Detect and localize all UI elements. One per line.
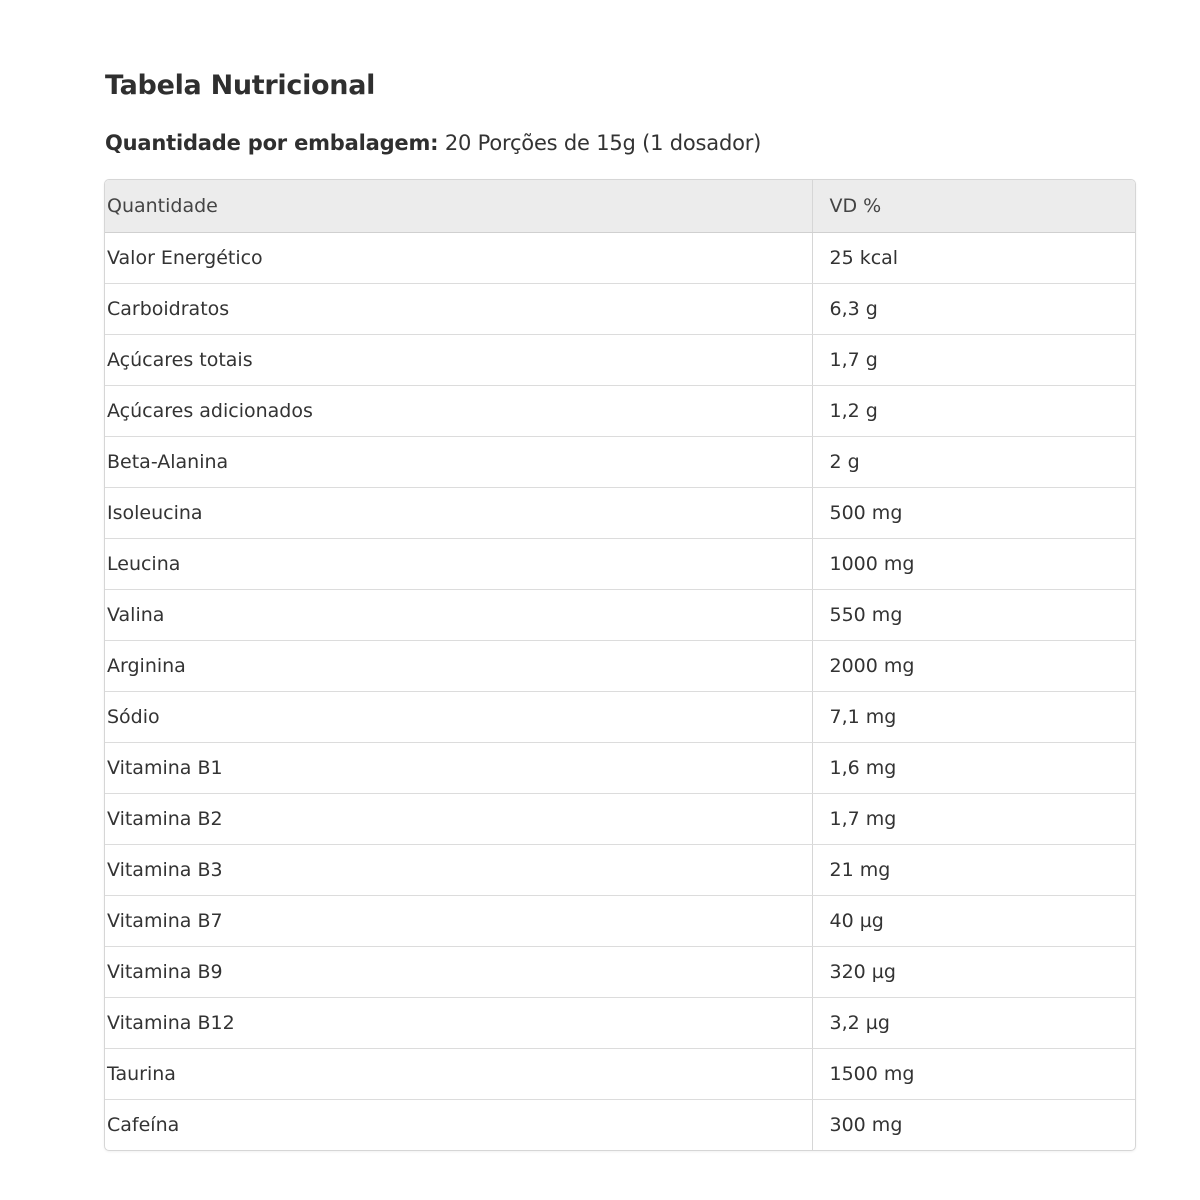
serving-label: Quantidade por embalagem:	[105, 131, 439, 155]
nutrient-name: Arginina	[105, 641, 812, 692]
nutrient-value: 40 µg	[812, 896, 1135, 947]
table-row	[105, 488, 1135, 539]
nutrient-value: 550 mg	[812, 590, 1135, 641]
nutrient-name: Valina	[105, 590, 812, 641]
nutrient-name: Vitamina B7	[105, 896, 812, 947]
table-row	[105, 386, 1135, 437]
nutrient-value: 1,2 g	[812, 386, 1135, 437]
nutrient-value: 1,6 mg	[812, 743, 1135, 794]
table-row	[105, 539, 1135, 590]
serving-info	[105, 131, 761, 155]
nutrient-value: 300 mg	[829, 1114, 903, 1136]
nutrient-name: Vitamina B3	[105, 845, 812, 896]
nutrient-name: Leucina	[105, 539, 812, 590]
nutrition-table-container	[104, 179, 1136, 1151]
table-row	[105, 947, 1135, 998]
table-row	[105, 641, 1135, 692]
nutrient-value: 1,7 g	[812, 335, 1135, 386]
nutrient-name: Carboidratos	[105, 284, 812, 335]
nutrient-name: Vitamina B2	[105, 794, 812, 845]
nutrient-value: 7,1 mg	[812, 692, 1135, 743]
table-row	[105, 437, 1135, 488]
serving-value: 20 Porções de 15g (1 dosador)	[444, 131, 762, 155]
table-body	[105, 233, 1135, 1151]
header-vd: VD %	[812, 180, 1135, 233]
table-row	[105, 1100, 1135, 1151]
table-row	[105, 998, 1135, 1049]
nutrient-value: 320 µg	[812, 947, 1135, 998]
nutrient-name: Sódio	[105, 692, 812, 743]
nutrient-name: Vitamina B1	[105, 743, 812, 794]
table-row	[105, 335, 1135, 386]
nutrient-name: Vitamina B12	[105, 998, 812, 1049]
nutrient-value: 1000 mg	[812, 539, 1135, 590]
nutrient-value: 25 kcal	[812, 233, 1135, 284]
nutrient-value: 21 mg	[812, 845, 1135, 896]
table-row	[105, 896, 1135, 947]
table-row	[105, 845, 1135, 896]
nutrient-name: Cafeína	[105, 1100, 812, 1151]
table-row	[105, 590, 1135, 641]
nutrient-value: 1500 mg	[812, 1049, 1135, 1100]
nutrient-name: Isoleucina	[105, 488, 812, 539]
page-title: Tabela Nutricional	[105, 70, 376, 101]
nutrient-value: 6,3 g	[812, 284, 1135, 335]
table-row	[105, 692, 1135, 743]
nutrient-value: 3,2 µg	[812, 998, 1135, 1049]
nutrient-name: Beta-Alanina	[105, 437, 812, 488]
nutrient-name: Vitamina B9	[105, 947, 812, 998]
nutrient-name: Taurina	[105, 1049, 812, 1100]
nutrient-value: 2000 mg	[812, 641, 1135, 692]
table-row	[105, 1049, 1135, 1100]
table-row	[105, 743, 1135, 794]
nutrient-name: Valor Energético	[105, 233, 812, 284]
nutrition-table	[105, 180, 1135, 1150]
table-row	[105, 284, 1135, 335]
header-quantity: Quantidade	[105, 180, 812, 233]
table-row	[105, 794, 1135, 845]
nutrient-name: Açúcares totais	[105, 335, 812, 386]
nutrient-value: 2 g	[812, 437, 1135, 488]
nutrient-name: Açúcares adicionados	[105, 386, 812, 437]
nutrient-value: 500 mg	[812, 488, 1135, 539]
table-row	[105, 233, 1135, 284]
nutrient-value: 1,7 mg	[812, 794, 1135, 845]
table-header-row	[105, 180, 1135, 233]
